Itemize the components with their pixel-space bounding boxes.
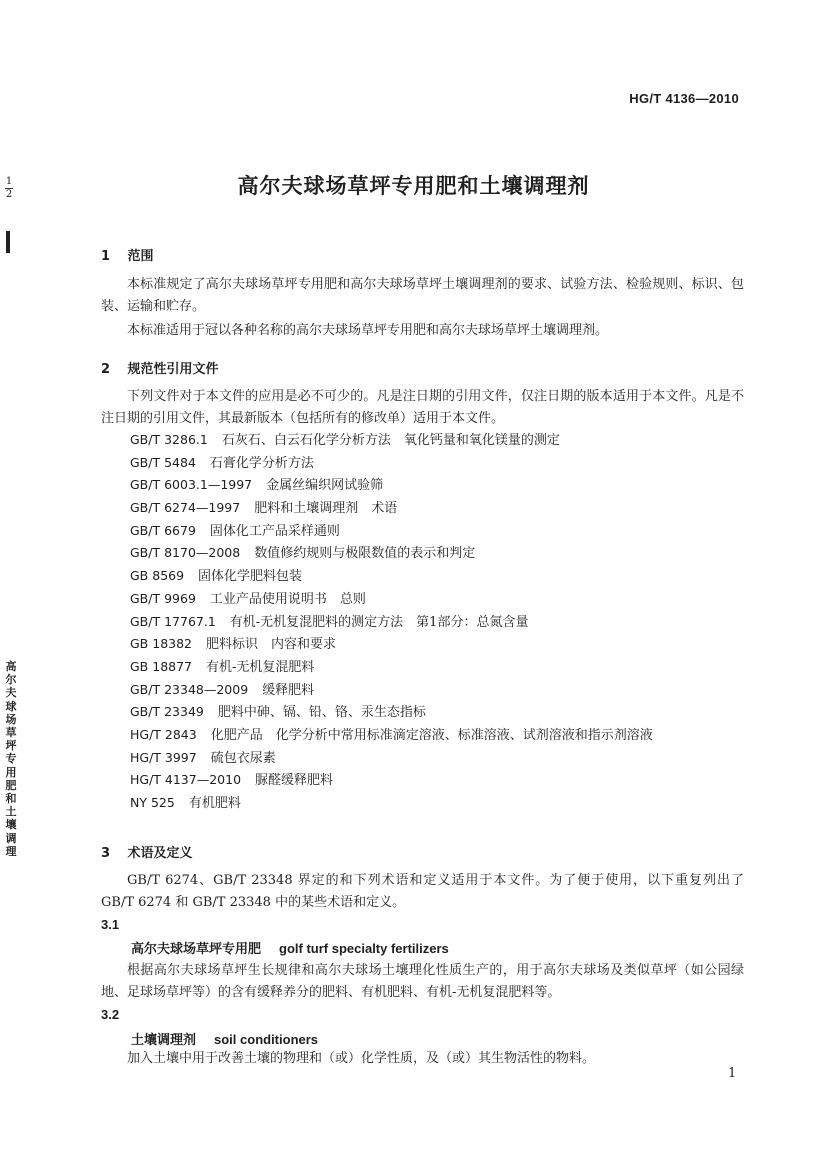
- page-number: 1: [728, 1066, 737, 1081]
- section-title: 术语及定义: [127, 846, 193, 861]
- standard-code: HG/T 4136—2010: [629, 91, 739, 106]
- section-number: 3: [101, 846, 111, 861]
- reference-code: GB/T 6274—1997: [130, 500, 241, 516]
- reference-title: 肥料和土壤调理剂 术语: [254, 501, 398, 517]
- term-3-1: [131, 938, 449, 957]
- reference-title: 有机-无机复混肥料: [206, 659, 315, 675]
- reference-title: 工业产品使用说明书 总则: [209, 591, 366, 607]
- reference-code: GB/T 6679: [130, 522, 196, 538]
- reference-title: 数值修约规则与极限数值的表示和判定: [254, 546, 476, 562]
- term-3-2: [131, 1029, 318, 1048]
- reference-title: 石膏化学分析方法: [209, 455, 314, 471]
- reference-item: [130, 611, 653, 634]
- term-3-2-definition: 加入土壤中用于改善土壤的物理和（或）化学性质，及（或）其生物活性的物料。: [127, 1051, 596, 1066]
- reference-code: GB/T 6003.1—1997: [130, 477, 253, 493]
- reference-item: [130, 633, 653, 656]
- section-3-heading: [101, 842, 193, 861]
- reference-item: [130, 724, 653, 747]
- reference-code: HG/T 2843: [130, 726, 197, 742]
- reference-code: GB/T 23348—2009: [130, 681, 249, 697]
- reference-item: [130, 474, 653, 497]
- reference-item: [130, 542, 653, 565]
- reference-title: 肥料中砷、镉、铅、铬、汞生态指标: [217, 705, 426, 721]
- term-3-1-definition: 根据高尔夫球场草坪生长规律和高尔夫球场土壤理化性质生产的，用于高尔夫球场及类似草坪（如公园绿地、足球场草坪等）的含有缓释养分的肥料、有机肥料、有机-无机复混肥料等。: [101, 963, 744, 1000]
- reference-title: 化肥产品 化学分析中常用标准滴定溶液、标准溶液、试剂溶液和指示剂溶液: [210, 727, 653, 743]
- term-chinese: 土壤调理剂: [131, 1033, 197, 1048]
- section-2-heading: [101, 358, 219, 377]
- reference-title: 固体化工产品采样通则: [209, 523, 340, 539]
- reference-title: 硫包衣尿素: [210, 750, 276, 766]
- margin-fraction-top: 1: [5, 176, 13, 187]
- reference-item: [130, 679, 653, 702]
- margin-mark: [6, 231, 10, 253]
- term-chinese: 高尔夫球场草坪专用肥: [131, 942, 262, 957]
- side-margin-title: 高尔夫球场草坪专用肥和土壤调理: [5, 660, 17, 858]
- reference-item: [130, 656, 653, 679]
- section-1-heading: [101, 245, 154, 264]
- clause-3-2-number: 3.2: [101, 1007, 120, 1022]
- reference-code: GB 18382: [130, 636, 192, 652]
- reference-code: GB/T 9969: [130, 590, 196, 606]
- section-2-intro: 下列文件对于本文件的应用是必不可少的。凡是注日期的引用文件，仅注日期的版本适用于本文件。凡是不注日期的引用文件，其最新版本（包括所有的修改单）适用于本文件。: [101, 389, 744, 426]
- reference-item: [130, 588, 653, 611]
- section-1-paragraph-2: 本标准适用于冠以各种名称的高尔夫球场草坪专用肥和高尔夫球场草坪土壤调理剂。: [127, 323, 609, 338]
- normative-references-list: [130, 429, 653, 815]
- reference-title: 金属丝编织网试验筛: [266, 478, 384, 494]
- reference-code: GB/T 23349: [130, 704, 204, 720]
- reference-title: 固体化学肥料包装: [198, 569, 303, 585]
- reference-code: GB/T 5484: [130, 454, 196, 470]
- reference-code: GB/T 3286.1: [130, 432, 208, 447]
- reference-code: HG/T 3997: [130, 749, 197, 765]
- section-1-paragraph-1: 本标准规定了高尔夫球场草坪专用肥和高尔夫球场草坪土壤调理剂的要求、试验方法、检验规则、标识、包装、运输和贮存。: [101, 277, 744, 314]
- term-english: golf turf specialty fertilizers: [279, 941, 449, 956]
- reference-item: [130, 565, 653, 588]
- reference-title: 肥料标识 内容和要求: [206, 637, 337, 653]
- reference-title: 石灰石、白云石化学分析方法 氧化钙量和氧化镁量的测定: [221, 433, 560, 448]
- reference-item: [130, 497, 653, 520]
- reference-title: 缓释肥料: [262, 682, 315, 698]
- section-3-intro: GB/T 6274、GB/T 23348 界定的和下列术语和定义适用于本文件。为了便于使用，以下重复列出了 GB/T 6274 和 GB/T 23348 中的某些术语和定义。: [101, 873, 744, 910]
- section-number: 1: [101, 249, 111, 264]
- reference-item: [130, 452, 653, 475]
- reference-item: [130, 769, 653, 792]
- reference-code: NY 525: [130, 795, 175, 810]
- reference-item: [130, 429, 653, 452]
- reference-item: [130, 701, 653, 724]
- section-number: 2: [101, 362, 111, 377]
- reference-code: GB 18877: [130, 658, 192, 674]
- reference-code: GB/T 17767.1: [130, 613, 216, 629]
- reference-title: 有机-无机复混肥料的测定方法 第1部分：总氮含量: [229, 614, 529, 630]
- reference-title: 有机肥料: [188, 796, 241, 811]
- term-english: soil conditioners: [214, 1032, 319, 1047]
- reference-code: GB/T 8170—2008: [130, 545, 241, 561]
- document-title: 高尔夫球场草坪专用肥和土壤调理剂: [237, 174, 590, 198]
- clause-3-1-number: 3.1: [101, 917, 120, 932]
- reference-item: [130, 747, 653, 770]
- reference-item: [130, 792, 653, 815]
- margin-fraction-bottom: 2: [5, 189, 13, 200]
- section-title: 范围: [127, 249, 154, 264]
- reference-code: GB 8569: [130, 568, 185, 584]
- reference-item: [130, 520, 653, 543]
- section-title: 规范性引用文件: [127, 362, 219, 377]
- reference-code: HG/T 4137—2010: [130, 772, 242, 788]
- reference-title: 脲醛缓释肥料: [255, 773, 334, 789]
